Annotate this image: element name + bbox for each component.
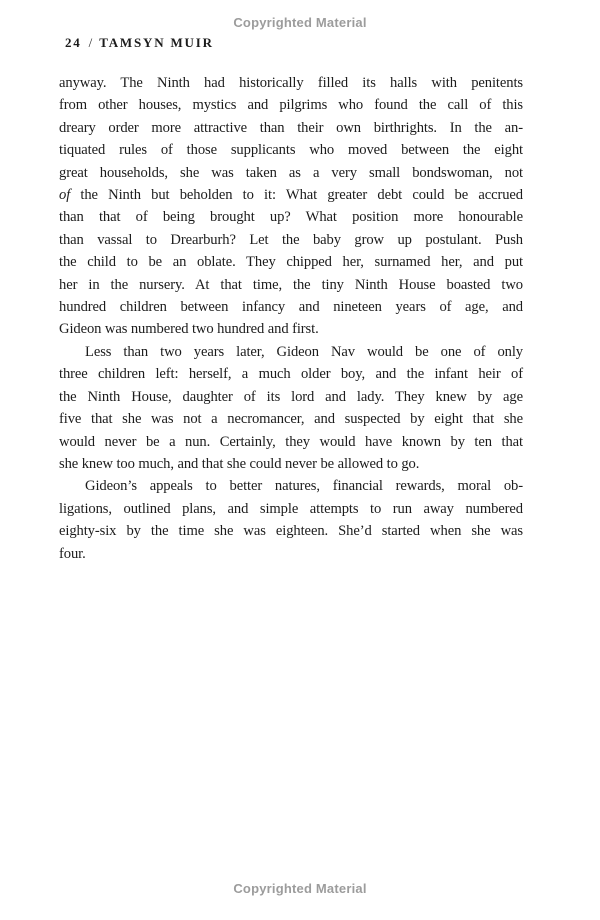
body-text [59, 72, 523, 565]
copyright-watermark-top: Copyrighted Material [233, 15, 367, 30]
paragraph [59, 72, 523, 341]
text-line: tiquated rules of those supplicants who moved between the eight [59, 142, 523, 159]
copyright-watermark-bottom: Copyrighted Material [233, 881, 367, 896]
text-line: than that of being brought up? What position more honourable [59, 209, 523, 226]
text-line: eighty-six by the time she was eighteen. She’d started when she was [59, 523, 523, 540]
text-line: the Ninth House, daughter of its lord and lady. They knew by age [59, 388, 523, 405]
text-line: from other houses, mystics and pilgrims who found the call of this [59, 97, 523, 114]
text-line: Less than two years later, Gideon Nav would be one of only [85, 343, 523, 360]
page-number: 24 [65, 35, 82, 50]
text-line: would never be a nun. Certainly, they would have known by ten that [59, 433, 523, 450]
text-line: ligations, outlined plans, and simple attempts to run away numbered [59, 500, 523, 517]
text-line: her in the nursery. At that time, the tiny Ninth House boasted two [59, 276, 523, 293]
page-header [65, 35, 214, 51]
text-line: she knew too much, and that she could never be allowed to go. [59, 455, 420, 472]
text-line: dreary order more attractive than their own birthrights. In the an- [59, 119, 523, 136]
text-line: Gideon was numbered two hundred and first. [59, 321, 319, 338]
paragraph [59, 341, 523, 475]
text-line: of the Ninth but beholden to it: What greater debt could be accrued [59, 187, 523, 204]
italic-text: of [59, 187, 71, 204]
text-line: great households, she was taken as a very small bondswoman, not [59, 164, 523, 181]
text-line: five that she was not a necromancer, and suspected by eight that she [59, 411, 523, 428]
text-line: three children left: herself, a much older boy, and the infant heir of [59, 366, 523, 383]
paragraph [59, 475, 523, 565]
text-line: than vassal to Drearburh? Let the baby grow up postulant. Push [59, 231, 523, 248]
text-line: four. [59, 545, 86, 562]
text-line: hundred children between infancy and nineteen years of age, and [59, 299, 523, 316]
text-line: the child to be an oblate. They chipped her, surnamed her, and put [59, 254, 523, 271]
header-separator: / [88, 35, 93, 50]
text-line: Gideon’s appeals to better natures, financial rewards, moral ob- [85, 478, 523, 495]
text-line: anyway. The Ninth had historically filled its halls with penitents [59, 75, 523, 91]
header-author: TAMSYN MUIR [99, 35, 214, 50]
